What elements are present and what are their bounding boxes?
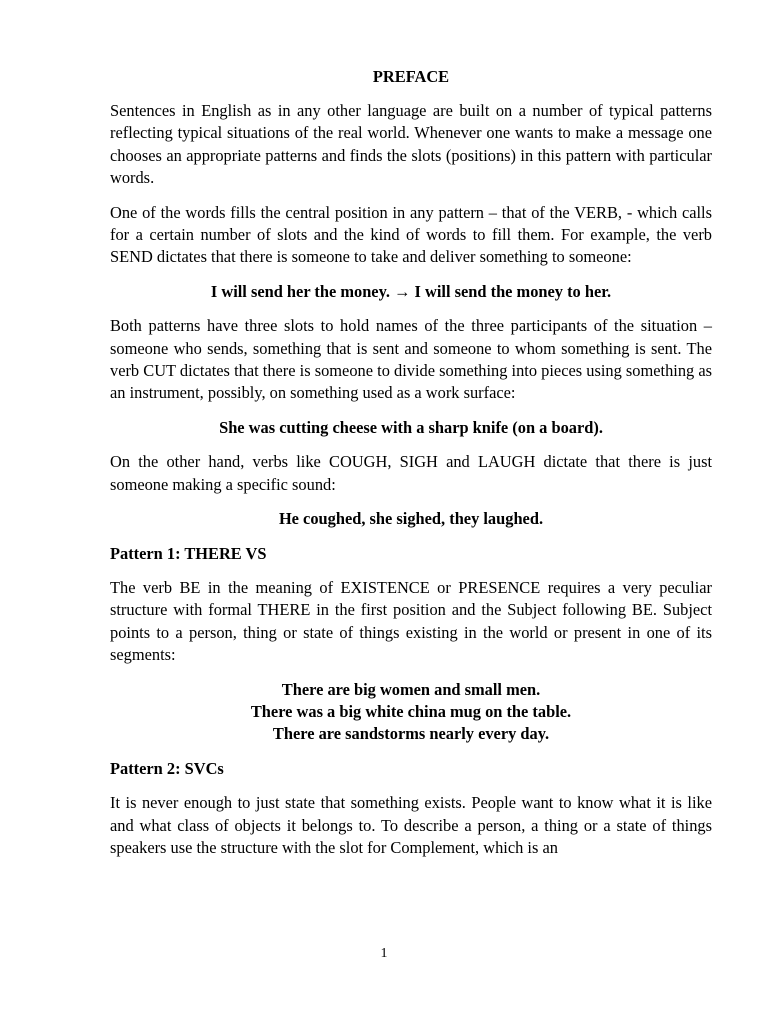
paragraph-complement: It is never enough to just state that something exists. People want to know what it is like and what class of objects it belongs to. To describe a person, a thing or a state of things speakers use the structure with the slot for Complement, which is an [110, 793, 712, 857]
example-there-2: There was a big white china mug on the table. [250, 701, 572, 721]
paragraph-intro: Sentences in English as in any other language are built on a number of typical patterns reflecting typical situations of the real world. Whenever one wants to make a message one chooses an appropriate patterns and finds the slots (positions) in this pattern with particular words. [110, 101, 712, 188]
page-number: 1 [380, 946, 388, 961]
paragraph-verb-slots: One of the words fills the central position in any pattern – that of the VERB, - which calls for a certain number of slots and the kind of words to fill them. For example, the verb SEND dictates that there is someone to take and deliver something to someone: [110, 202, 712, 267]
example-there-1: There are big women and small men. [281, 679, 541, 699]
paragraph-three-slots: Both patterns have three slots to hold names of the three participants of the situation – someone who sends, something that is sent and someone to whom something is sent. The verb CUT dictates that there is someone to divide something into pieces using something as an instrument, possibly, on something used as a work surface: [110, 316, 712, 403]
document-page [110, 66, 712, 871]
paragraph-sound-verbs: On the other hand, verbs like COUGH, SIGH and LAUGH dictate that there is just someone making a specific sound: [110, 452, 712, 494]
example-group-there [110, 679, 712, 746]
page-title: PREFACE [372, 67, 450, 86]
heading-pattern-1: Pattern 1: THERE VS [110, 543, 267, 563]
example-there-3: There are sandstorms nearly every day. [272, 724, 550, 744]
example-sound: He coughed, she sighed, they laughed. [278, 509, 544, 529]
example-cut: She was cutting cheese with a sharp knife (on a board). [219, 417, 603, 437]
paragraph-existence: The verb BE in the meaning of EXISTENCE or PRESENCE requires a very peculiar structure with formal THERE in the first position and the Subject following BE. Subject points to a person, thing or state of things existing in the world or present in one of its segments: [110, 577, 712, 665]
example-send: I will send her the money. → I will send the money to her. [210, 281, 612, 301]
heading-pattern-2: Pattern 2: SVCs [110, 758, 224, 778]
